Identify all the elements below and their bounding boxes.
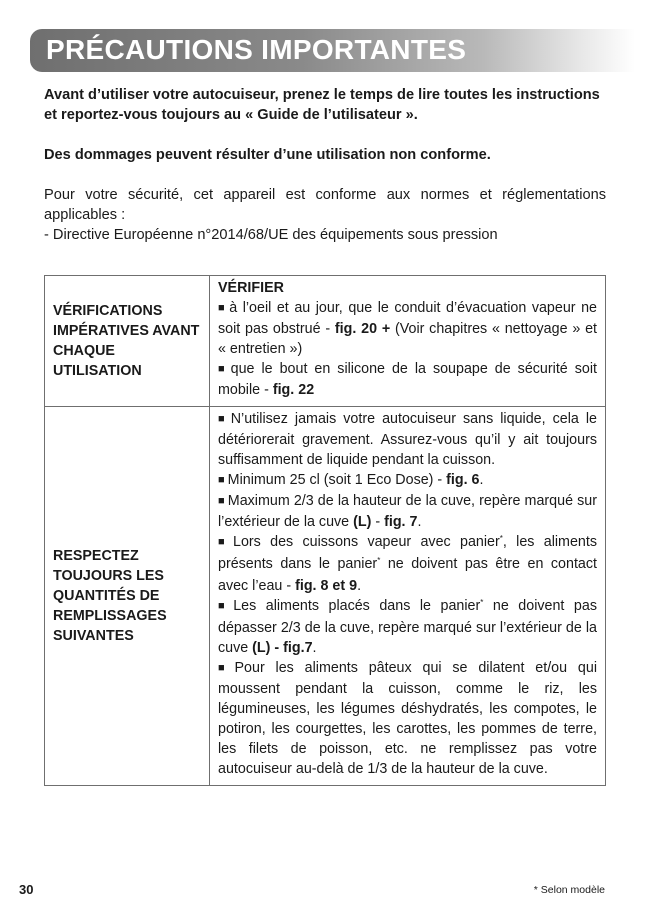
bullet-icon: ■ xyxy=(218,363,228,375)
bullet-icon: ■ xyxy=(218,413,228,425)
list-item: ■ Maximum 2/3 de la hauteur de la cuve, repère marqué sur l’extérieur de la cuve (L) - fig. 7. xyxy=(218,493,597,530)
asterisk-mark: * xyxy=(377,556,381,565)
list-item: ■ que le bout en silicone de la soupape de sécurité soit mobile - fig. 22 xyxy=(218,361,597,398)
page-title: PRÉCAUTIONS IMPORTANTES xyxy=(46,34,467,65)
bullet-icon: ■ xyxy=(218,536,230,548)
row-content-quantites xyxy=(210,407,606,786)
list-item: ■ à l’oeil et au jour, que le conduit d’évacuation vapeur ne soit pas obstrué - fig. 20 + (Voir chapitres « nettoyage » et « entretien ») xyxy=(218,300,597,357)
page-number: 30 xyxy=(19,882,34,897)
bullet-icon: ■ xyxy=(218,495,225,507)
list-item: ■ Pour les aliments pâteux qui se dilatent et/ou qui moussent pendant la cuisson, comme le riz, les légumineuses, les légumes déshydratés, les compotes, le potiron, les courgettes, les carottes, les pommes de terre, les filets de poisson, etc. ne remplissez pas votre autocuiseur au-delà de 1/3 de la hauteur de la cuve. xyxy=(218,660,597,777)
bullet-icon: ■ xyxy=(218,662,232,674)
verifier-heading: VÉRIFIER xyxy=(218,280,284,296)
precautions-table xyxy=(44,275,606,786)
row-content-verifier xyxy=(210,276,606,407)
intro-compliance: Pour votre sécurité, cet appareil est conforme aux normes et réglementations applicables : xyxy=(44,187,606,223)
row-label-quantites: RESPECTEZ TOUJOURS LES QUANTITÉS DE REMPLISSAGES SUIVANTES xyxy=(45,407,210,786)
bullet-icon: ■ xyxy=(218,474,225,486)
intro-directive: - Directive Européenne n°2014/68/UE des équipements sous pression xyxy=(44,227,498,243)
list-item: ■ Lors des cuissons vapeur avec panier*, les aliments présents dans le panier* ne doivent pas être en contact avec l’eau - fig. 8 et 9. xyxy=(218,534,597,594)
row-label-verifications: VÉRIFICATIONS IMPÉRATIVES AVANT CHAQUE UTILISATION xyxy=(45,276,210,407)
table-row xyxy=(45,407,606,786)
asterisk-mark: * xyxy=(480,598,484,607)
list-item: ■ N’utilisez jamais votre autocuiseur sans liquide, cela le détériorerait gravement. Assurez-vous qu’il y ait toujours suffisamment de liquide pendant la cuisson. xyxy=(218,411,597,468)
footnote: * Selon modèle xyxy=(533,884,605,896)
asterisk-mark: * xyxy=(499,534,503,543)
bullet-icon: ■ xyxy=(218,302,227,314)
list-item: ■ Minimum 25 cl (soit 1 Eco Dose) - fig. 6. xyxy=(218,472,484,488)
table-row xyxy=(45,276,606,407)
intro-warning: Des dommages peuvent résulter d’une utilisation non conforme. xyxy=(44,147,491,163)
list-item: ■ Les aliments placés dans le panier* ne doivent pas dépasser 2/3 de la cuve, repère marqué sur l’extérieur de la cuve (L) - fig.7. xyxy=(218,598,597,656)
intro-instructions: Avant d’utiliser votre autocuiseur, prenez le temps de lire toutes les instructions et reportez-vous toujours au « Guide de l’utilisateur ». xyxy=(44,87,600,123)
bullet-icon: ■ xyxy=(218,600,231,612)
